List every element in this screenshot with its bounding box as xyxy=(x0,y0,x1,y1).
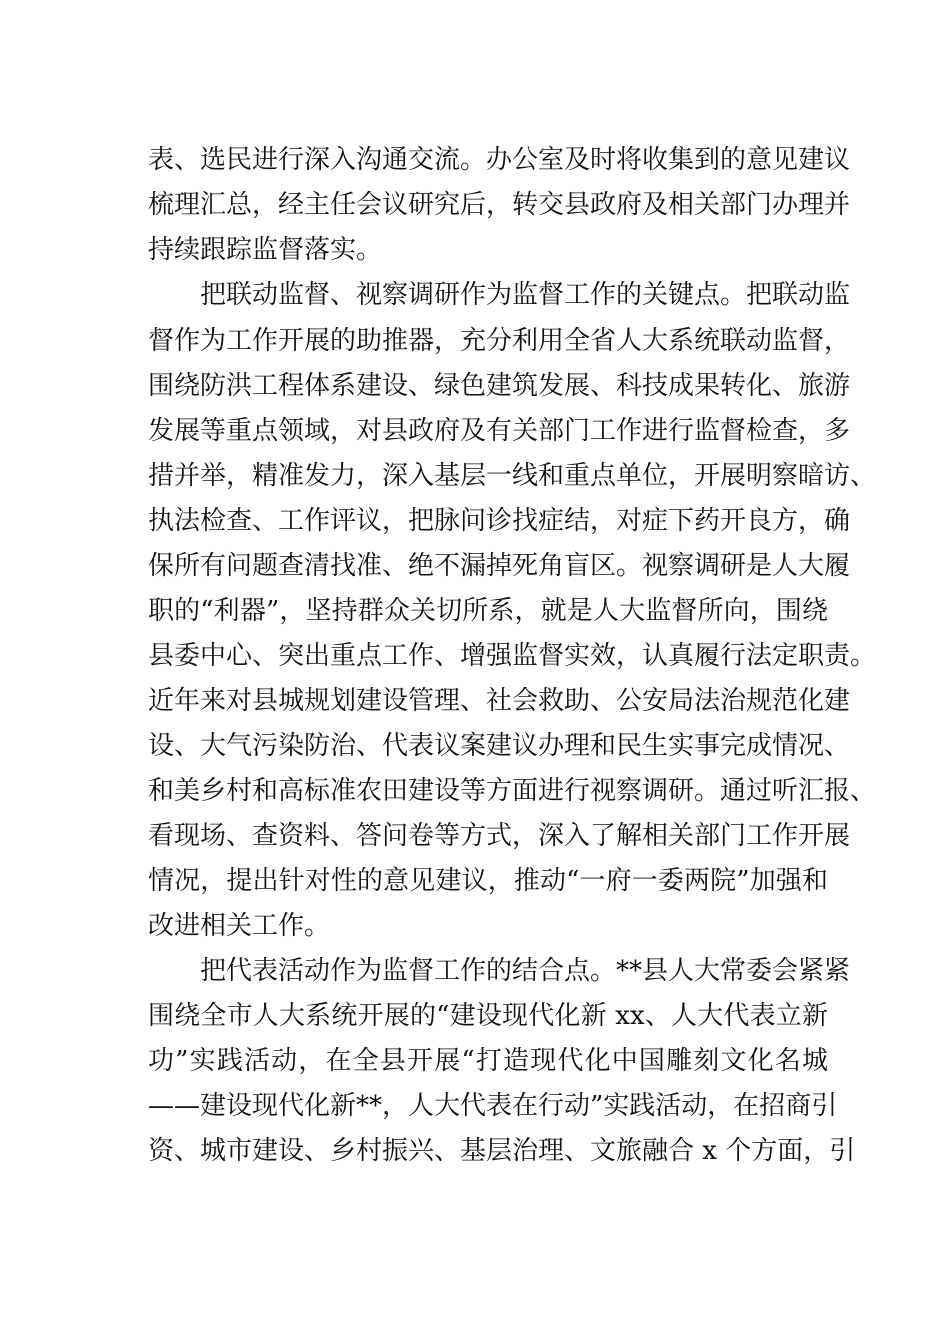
paragraph-2-line-7: 保所有问题查清找准、绝不漏掉死角盲区。视察调研是人大履 xyxy=(148,551,851,581)
paragraph-1-line-3: 持续跟踪监督落实。 xyxy=(148,235,383,265)
paragraph-2-line-2: 督作为工作开展的助推器，充分利用全省人大系统联动监督， xyxy=(148,326,851,356)
paragraph-2-line-11: 设、大气污染防治、代表议案建议办理和民生实事完成情况、 xyxy=(148,731,851,761)
paragraph-3-line-4: ——建设现代化新**，人大代表在行动”实践活动，在招商引 xyxy=(148,1091,838,1121)
paragraph-1-line-2: 梳理汇总，经主任会议研究后，转交县政府及相关部门办理并 xyxy=(148,190,851,220)
paragraph-2-line-10: 近年来对县城规划建设管理、社会救助、公安局法治规范化建 xyxy=(148,686,851,716)
paragraph-3-line-2: 围绕全市人大系统开展的“建设现代化新 xx、人大代表立新 xyxy=(148,1001,828,1031)
paragraph-3-line-1: 把代表活动作为监督工作的结合点。**县人大常委会紧紧 xyxy=(200,956,851,986)
paragraph-2-line-9: 县委中心、突出重点工作、增强监督实效，认真履行法定职责。 xyxy=(148,641,877,671)
paragraph-2-line-6: 执法检查、工作评议，把脉问诊找症结，对症下药开良方，确 xyxy=(148,506,851,536)
paragraph-2-line-14: 情况，提出针对性的意见建议，推动“一府一委两院”加强和 xyxy=(148,866,828,896)
paragraph-2-line-12: 和美乡村和高标准农田建设等方面进行视察调研。通过听汇报、 xyxy=(148,776,877,806)
paragraph-3-line-3: 功”实践活动，在全县开展“打造现代化中国雕刻文化名城 xyxy=(148,1046,828,1076)
paragraph-2-line-5: 措并举，精准发力，深入基层一线和重点单位，开展明察暗访、 xyxy=(148,461,877,491)
paragraph-2-line-13: 看现场、查资料、答问卷等方式，深入了解相关部门工作开展 xyxy=(148,821,851,851)
paragraph-2-line-3: 围绕防洪工程体系建设、绿色建筑发展、科技成果转化、旅游 xyxy=(148,371,851,401)
paragraph-2-line-1: 把联动监督、视察调研作为监督工作的关键点。把联动监 xyxy=(200,280,851,310)
paragraph-2-line-8: 职的“利器”，坚持群众关切所系，就是人大监督所向，围绕 xyxy=(148,596,828,626)
paragraph-2-line-15: 改进相关工作。 xyxy=(148,911,331,941)
paragraph-3-line-5: 资、城市建设、乡村振兴、基层治理、文旅融合 x 个方面，引 xyxy=(148,1136,856,1166)
paragraph-1-line-1: 表、选民进行深入沟通交流。办公室及时将收集到的意见建议 xyxy=(148,145,851,175)
paragraph-2-line-4: 发展等重点领域，对县政府及有关部门工作进行监督检查，多 xyxy=(148,416,851,446)
